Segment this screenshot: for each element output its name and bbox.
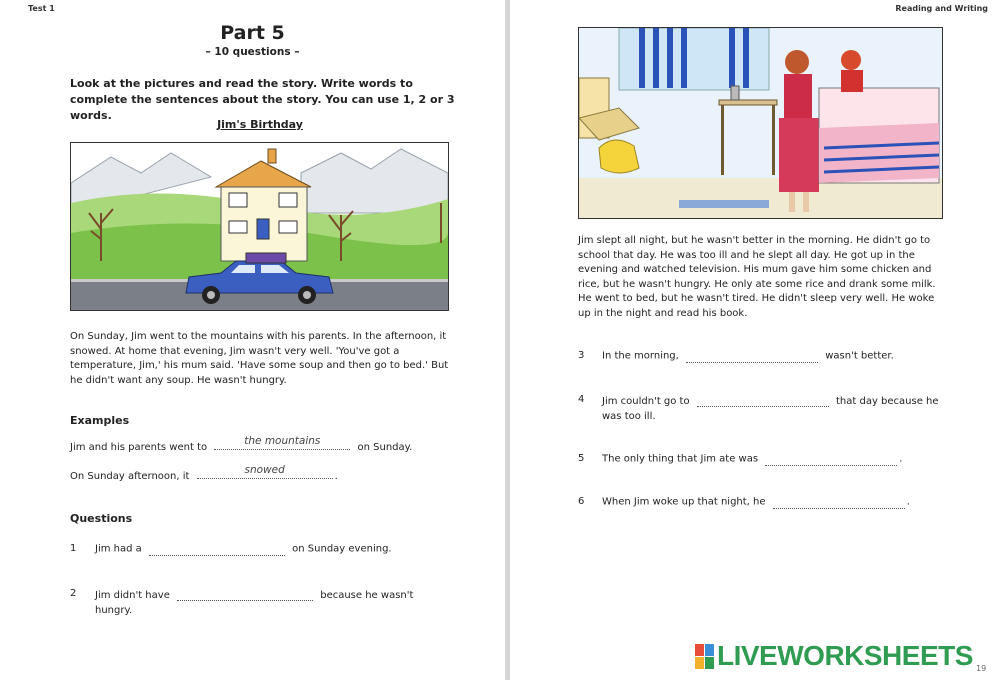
question-3-blank[interactable] [686, 350, 818, 363]
question-4-after-line2: was too ill. [602, 411, 656, 422]
example-1-answer: the mountains [244, 435, 321, 447]
part-subtitle: – 10 questions – [205, 46, 300, 58]
question-6-before: When Jim woke up that night, he [602, 496, 766, 508]
story-paragraph-2: Jim slept all night, but he wasn't better in the morning. He didn't go to school that day. He was too ill and he slept all day. He got up in the evening and watched television. His mum gave him some chicken and rice, but he wasn't hungry. He only ate some rice and drank some milk. He went to bed, but he wasn't tired. He didn't sleep very well. He woke up in the night and read his book. [578, 235, 936, 319]
running-head-left: Test 1 [28, 4, 55, 13]
question-4 [578, 394, 958, 426]
question-1-blank[interactable] [149, 543, 285, 556]
question-4-input[interactable] [697, 396, 829, 408]
question-2-number: 2 [70, 588, 77, 599]
question-2-before: Jim didn't have [95, 590, 170, 601]
question-6-after: . [906, 496, 910, 508]
question-2-after-line2: hungry. [95, 605, 133, 616]
liveworksheets-logo [695, 640, 995, 676]
question-3-after: wasn't better. [825, 350, 894, 362]
examples-heading: Examples [70, 414, 130, 427]
example-1 [70, 437, 450, 453]
question-6-input[interactable] [773, 496, 905, 508]
question-6-number: 6 [578, 496, 585, 507]
example-2 [70, 466, 450, 482]
question-5-blank[interactable] [765, 453, 897, 466]
question-6-blank[interactable] [773, 496, 905, 509]
example-2-after: . [334, 471, 338, 482]
right-page [510, 0, 1000, 680]
question-6 [578, 496, 958, 512]
instructions: Look at the pictures and read the story. Write words to complete the sentences about the story. You can use 1, 2 or 3 words. [70, 77, 455, 122]
question-1-number: 1 [70, 543, 77, 554]
question-2 [70, 588, 450, 620]
example-2-before: On Sunday afternoon, it [70, 471, 190, 482]
story-paragraph-1: On Sunday, Jim went to the mountains with his parents. In the afternoon, it snowed. At home that evening, Jim wasn't very well. 'You've got a temperature, Jim,' his mum said. 'Have some soup and then go to bed.' But he didn't want any soup. He wasn't hungry. [70, 331, 449, 386]
question-3 [578, 350, 958, 366]
example-2-answer: snowed [244, 464, 285, 476]
question-3-before: In the morning, [602, 350, 679, 362]
part-title: Part 5 [220, 22, 285, 44]
example-2-blank [197, 466, 333, 479]
question-4-after: that day because he [835, 396, 939, 407]
question-4-blank[interactable] [697, 394, 829, 407]
house-car-picture [70, 142, 449, 311]
question-2-input[interactable] [177, 590, 313, 602]
questions-heading: Questions [70, 512, 133, 525]
bedroom-picture [578, 27, 943, 219]
question-5-after: . [899, 453, 903, 465]
liveworksheets-wordmark: LIVEWORKSHEETS [717, 640, 973, 671]
question-1 [70, 543, 450, 559]
question-5-before: The only thing that Jim ate was [602, 453, 759, 465]
liveworksheets-badge-icon [695, 644, 715, 670]
question-5-input[interactable] [765, 453, 897, 465]
question-5-number: 5 [578, 453, 585, 464]
question-1-after: on Sunday evening. [292, 543, 392, 555]
story-title: Jim's Birthday [217, 118, 303, 131]
example-1-before: Jim and his parents went to [70, 442, 208, 453]
question-3-number: 3 [578, 350, 585, 361]
question-1-before: Jim had a [95, 543, 142, 555]
question-2-after: because he wasn't [320, 590, 414, 601]
question-4-number: 4 [578, 394, 585, 405]
question-2-blank[interactable] [177, 588, 313, 601]
question-3-input[interactable] [686, 350, 818, 362]
bedroom-illustration [579, 28, 942, 218]
house-car-illustration [71, 143, 448, 310]
question-5 [578, 453, 958, 469]
running-head-right: Reading and Writing [895, 4, 988, 13]
example-1-after: on Sunday. [357, 442, 413, 453]
page-number: 19 [976, 664, 987, 673]
question-4-before: Jim couldn't go to [602, 396, 690, 407]
question-1-input[interactable] [149, 543, 285, 555]
example-1-blank [214, 437, 350, 450]
